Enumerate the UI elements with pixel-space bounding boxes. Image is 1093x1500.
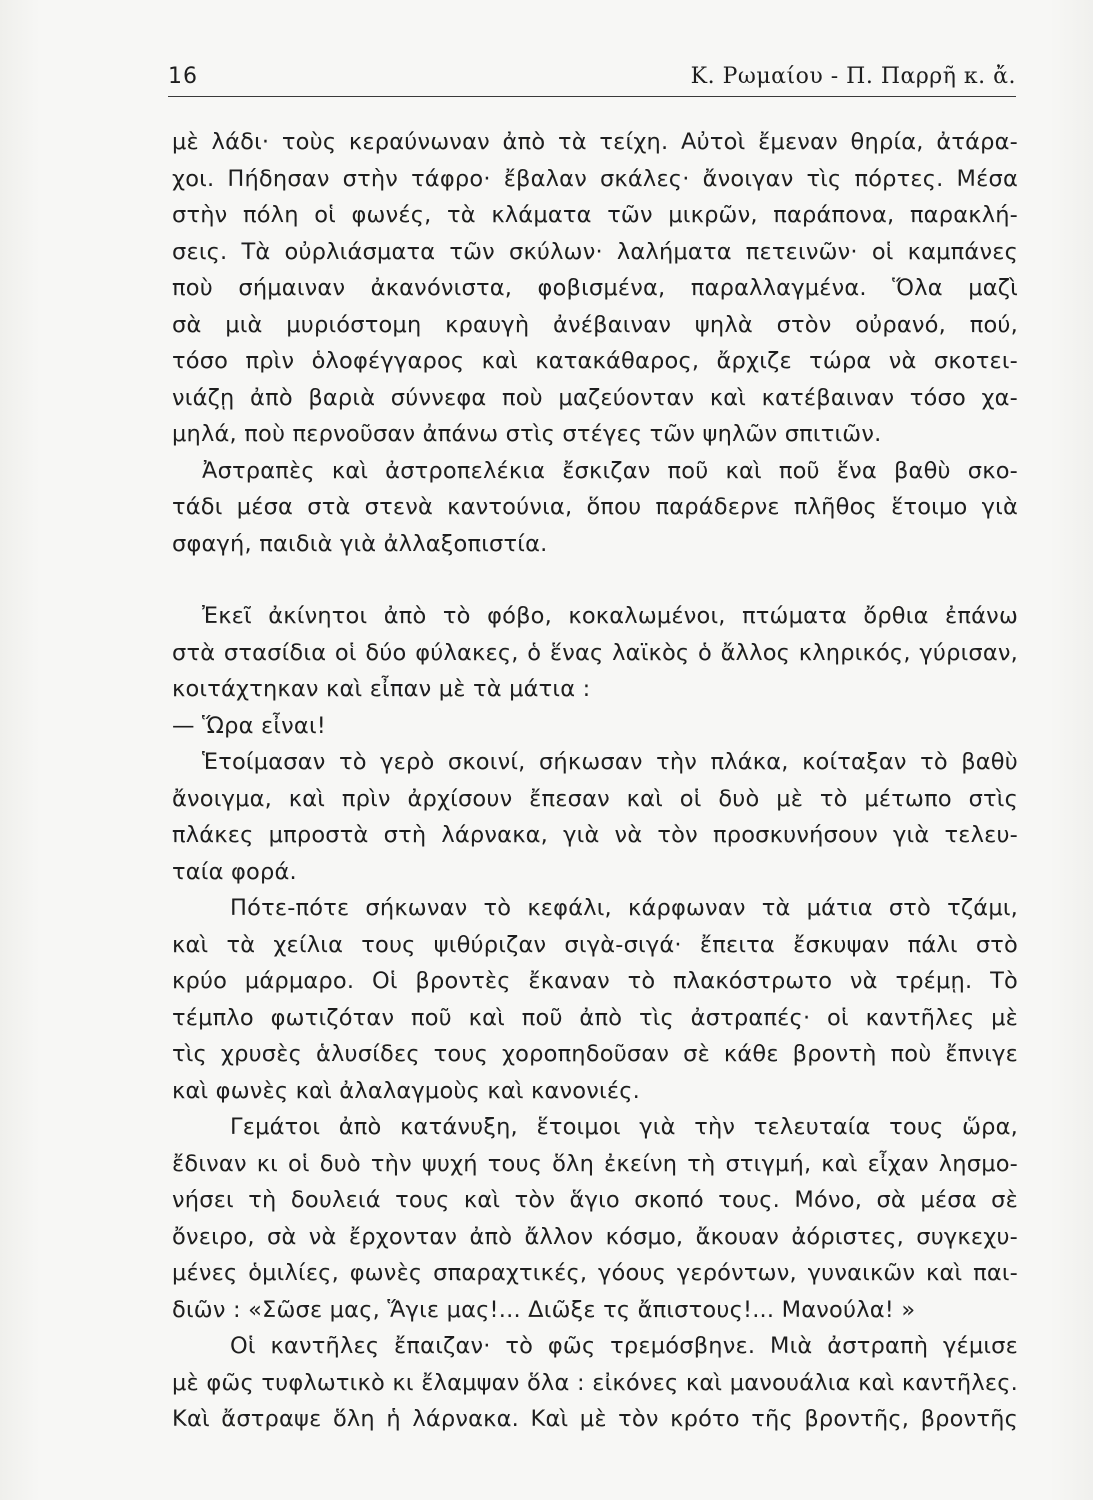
- text-line: στὰ στασίδια οἱ δύο φύλακες, ὁ ἕνας λαϊκὸς ὁ ἄλλος κληρικός, γύρισαν,: [172, 639, 1018, 666]
- text-line: νήσει τὴ δουλειά τους καὶ τὸν ἅγιο σκοπό τους. Μόνο, σὰ μέσα σὲ: [172, 1187, 1018, 1213]
- text-line: Καὶ ἄστραψε ὅλη ἡ λάρνακα. Καὶ μὲ τὸν κρότο τῆς βροντῆς, βροντῆς: [172, 1406, 1018, 1432]
- running-head: Κ. Ρωμαίου - Π. Παρρῆ κ. ἄ.: [690, 64, 1016, 89]
- page-number: 16: [168, 64, 198, 89]
- text-line: Ἐκεῖ ἀκίνητοι ἀπὸ τὸ φόβο, κοκαλωμένοι, πτώματα ὄρθια ἐπάνω: [202, 603, 1018, 629]
- text-line: διῶν : «Σῶσε μας, Ἅγιε μας!... Διῶξε τς ἄπιστους!... Μανούλα! »: [172, 1296, 916, 1323]
- text-line: στὴν πόλη οἱ φωνές, τὰ κλάματα τῶν μικρῶν, παράπονα, παρακλή-: [172, 202, 1018, 228]
- page-header: [168, 62, 1016, 97]
- text-line: Οἱ καντῆλες ἔπαιζαν· τὸ φῶς τρεμόσβηνε. Μιὰ ἀστραπὴ γέμισε: [230, 1333, 1018, 1359]
- text-line: σφαγή, παιδιὰ γιὰ ἀλλαξοπιστία.: [172, 530, 548, 557]
- text-line: καὶ τὰ χείλια τους ψιθύριζαν σιγὰ-σιγά· ἔπειτα ἔσκυψαν πάλι στὸ: [172, 931, 1018, 958]
- text-line: καὶ φωνὲς καὶ ἀλαλαγμοὺς καὶ κανονιές.: [172, 1077, 640, 1104]
- text-line: τέμπλο φωτιζόταν ποῦ καὶ ποῦ ἀπὸ τὶς ἀστραπές· οἱ καντῆλες μὲ: [172, 1004, 1018, 1031]
- dialogue-line: — Ὥρα εἶναι!: [172, 712, 327, 739]
- text-line: κρύο μάρμαρο. Οἱ βροντὲς ἔκαναν τὸ πλακόστρωτο νὰ τρέμῃ. Τὸ: [172, 968, 1018, 994]
- text-line: χοι. Πήδησαν στὴν τάφρο· ἔβαλαν σκάλες· ἄνοιγαν τὶς πόρτες. Μέσα: [172, 165, 1018, 192]
- text-line: ἔδιναν κι οἱ δυὸ τὴν ψυχή τους ὅλη ἐκείνη τὴ στιγμή, καὶ εἶχαν λησμο-: [172, 1150, 1018, 1177]
- text-line: τόσο πρὶν ὁλοφέγγαρος καὶ κατακάθαρος, ἄρχιζε τώρα νὰ σκοτει-: [172, 348, 1018, 374]
- text-line: μὲ φῶς τυφλωτικὸ κι ἔλαμψαν ὅλα : εἰκόνες καὶ μανουάλια καὶ καντῆλες.: [172, 1369, 1018, 1396]
- text-line: κοιτάχτηκαν καὶ εἶπαν μὲ τὰ μάτια :: [172, 676, 591, 702]
- text-line: Ἑτοίμασαν τὸ γερὸ σκοινί, σήκωσαν τὴν πλάκα, κοίταξαν τὸ βαθὺ: [202, 749, 1018, 775]
- text-line: ταία φορά.: [172, 858, 297, 885]
- text-line: μηλά, ποὺ περνοῦσαν ἀπάνω στὶς στέγες τῶν ψηλῶν σπιτιῶν.: [172, 421, 882, 447]
- text-line: πλάκες μπροστὰ στὴ λάρνακα, γιὰ νὰ τὸν προσκυνήσουν γιὰ τελευ-: [172, 822, 1018, 848]
- text-line: μένες ὁμιλίες, φωνὲς σπαραχτικές, γόους γερόντων, γυναικῶν καὶ παι-: [172, 1260, 1018, 1286]
- text-line: Πότε-πότε σήκωναν τὸ κεφάλι, κάρφωναν τὰ μάτια στὸ τζάμι,: [230, 895, 1018, 921]
- text-line: ποὺ σήμαιναν ἀκανόνιστα, φοβισμένα, παραλλαγμένα. Ὅλα μαζὶ: [172, 275, 1018, 301]
- text-line: νιάζῃ ἀπὸ βαριὰ σύννεφα ποὺ μαζεύονταν καὶ κατέβαιναν τόσο χα-: [172, 384, 1018, 411]
- section-gap: [172, 562, 1018, 598]
- body-text: [172, 124, 1018, 1438]
- text-line: τὶς χρυσὲς ἁλυσίδες τους χοροπηδοῦσαν σὲ κάθε βροντὴ ποὺ ἔπνιγε: [172, 1041, 1018, 1067]
- text-line: Γεμάτοι ἀπὸ κατάνυξη, ἕτοιμοι γιὰ τὴν τελευταία τους ὥρα,: [230, 1114, 1018, 1140]
- text-line: Ἀστραπὲς καὶ ἀστροπελέκια ἔσκιζαν ποῦ καὶ ποῦ ἕνα βαθὺ σκο-: [202, 457, 1018, 484]
- text-line: ἄνοιγμα, καὶ πρὶν ἀρχίσουν ἔπεσαν καὶ οἱ δυὸ μὲ τὸ μέτωπο στὶς: [172, 785, 1018, 812]
- text-line: ὄνειρο, σὰ νὰ ἔρχονταν ἀπὸ ἄλλον κόσμο, ἄκουαν ἀόριστες, συγκεχυ-: [172, 1223, 1018, 1250]
- text-line: τάδι μέσα στὰ στενὰ καντούνια, ὅπου παράδερνε πλῆθος ἕτοιμο γιὰ: [172, 494, 1018, 520]
- text-line: σὰ μιὰ μυριόστομη κραυγὴ ἀνέβαιναν ψηλὰ στὸν οὐρανό, πού,: [172, 311, 1018, 338]
- text-line: μὲ λάδι· τοὺς κεραύνωναν ἀπὸ τὰ τείχη. Αὐτοὶ ἔμεναν θηρία, ἀτάρα-: [172, 129, 1018, 155]
- text-line: σεις. Τὰ οὐρλιάσματα τῶν σκύλων· λαλήματα πετεινῶν· οἱ καμπάνες: [172, 238, 1018, 265]
